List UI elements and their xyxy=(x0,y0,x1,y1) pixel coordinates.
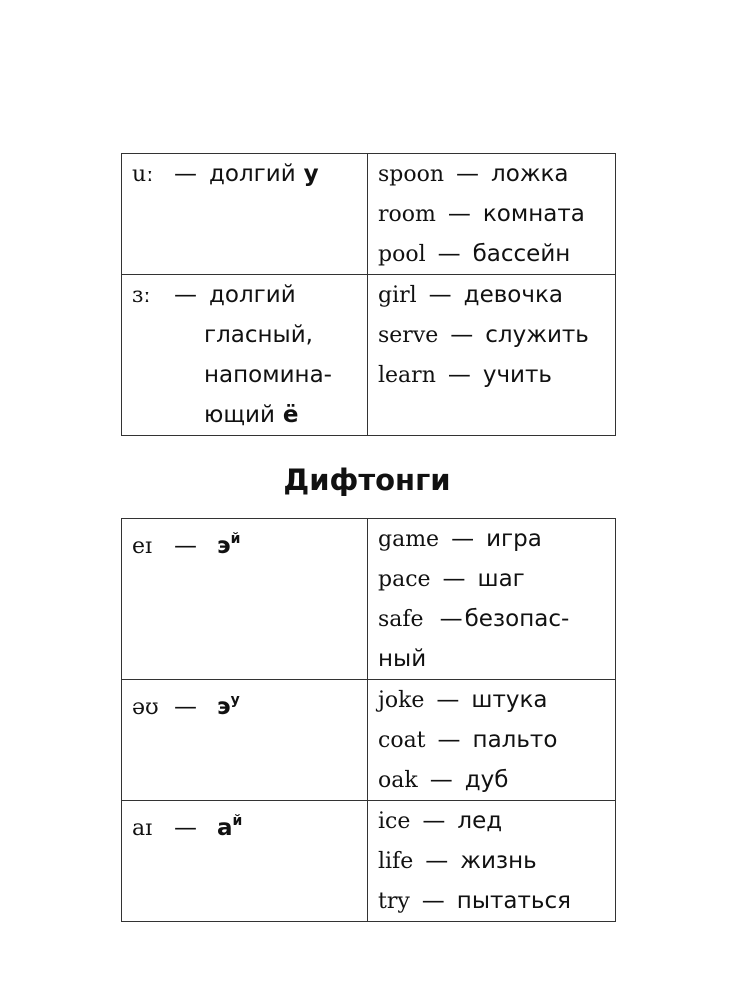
sound-cell xyxy=(122,801,368,922)
examples-cell xyxy=(368,154,616,275)
dash: — xyxy=(451,526,475,552)
example-line-continuation xyxy=(368,639,615,679)
example-line xyxy=(368,680,615,720)
example-translation: служить xyxy=(485,322,589,348)
dash: — xyxy=(439,606,463,632)
example-word: room xyxy=(378,202,436,227)
dash: — xyxy=(447,362,471,388)
sound-description: напомина- xyxy=(204,362,332,388)
dash: — xyxy=(442,566,466,592)
dash: — xyxy=(174,694,197,720)
section-title: Дифтонги xyxy=(283,463,451,497)
example-word: joke xyxy=(378,688,425,713)
sound-letter: ё xyxy=(282,402,299,428)
example-line xyxy=(368,760,615,800)
dash: — xyxy=(174,815,197,841)
example-word: pool xyxy=(378,242,426,267)
examples-cell xyxy=(368,801,616,922)
example-translation: комната xyxy=(482,201,585,227)
sound-cell xyxy=(122,275,368,436)
table-row xyxy=(122,519,616,680)
table-row xyxy=(122,154,616,275)
example-line xyxy=(368,841,615,881)
example-translation: ложка xyxy=(491,161,569,187)
example-translation: бассейн xyxy=(472,241,571,267)
example-word: girl xyxy=(378,283,417,308)
example-word: learn xyxy=(378,363,436,388)
sound-cell xyxy=(122,154,368,275)
example-translation: шаг xyxy=(477,566,525,592)
dash: — xyxy=(456,161,480,187)
sound-letter: у xyxy=(303,161,319,187)
sound-superscript: й xyxy=(230,531,241,547)
example-word: game xyxy=(378,527,440,552)
example-word: safe xyxy=(378,607,424,632)
example-translation: дуб xyxy=(464,767,509,793)
dash: — xyxy=(437,727,461,753)
table-row xyxy=(122,801,616,922)
diphthongs-table xyxy=(121,518,616,922)
example-translation: безопас- xyxy=(464,606,570,632)
example-translation-continuation: ный xyxy=(378,646,427,672)
example-translation: пальто xyxy=(472,727,558,753)
example-word: oak xyxy=(378,768,418,793)
sound-letter: $э^й$ xyxy=(217,531,241,559)
sound-description: гласный, xyxy=(204,322,313,348)
table-row xyxy=(122,275,616,436)
example-translation: девочка xyxy=(463,282,563,308)
example-translation: лед xyxy=(457,808,503,834)
example-word: try xyxy=(378,889,410,914)
dash: — xyxy=(450,322,474,348)
sound-description: ющий xyxy=(204,402,275,428)
sound-cell xyxy=(122,519,368,680)
example-line xyxy=(368,801,615,841)
example-word: spoon xyxy=(378,162,445,187)
dash: — xyxy=(437,241,461,267)
dash: — xyxy=(425,848,449,874)
example-translation: пытаться xyxy=(456,888,571,914)
example-line xyxy=(368,355,615,395)
ipa-symbol: əʊ xyxy=(132,695,159,720)
dash: — xyxy=(174,282,197,308)
dash: — xyxy=(174,161,197,187)
example-line xyxy=(368,599,615,639)
dash: — xyxy=(422,808,446,834)
dash: — xyxy=(447,201,471,227)
ipa-symbol: eɪ xyxy=(132,534,153,559)
example-translation: штука xyxy=(471,687,548,713)
example-word: ice xyxy=(378,809,411,834)
example-word: pace xyxy=(378,567,431,592)
examples-cell xyxy=(368,275,616,436)
sound-cell xyxy=(122,680,368,801)
sound-description: долгий xyxy=(209,282,296,308)
example-word: life xyxy=(378,849,414,874)
dash: — xyxy=(436,687,460,713)
example-line xyxy=(368,559,615,599)
example-line xyxy=(368,234,615,274)
examples-cell xyxy=(368,680,616,801)
example-line xyxy=(368,194,615,234)
example-line xyxy=(368,315,615,355)
dash: — xyxy=(174,533,197,559)
example-line xyxy=(368,881,615,921)
dash: — xyxy=(429,767,453,793)
sound-description: долгий xyxy=(209,161,296,187)
example-translation: игра xyxy=(486,526,542,552)
dash: — xyxy=(428,282,452,308)
example-line xyxy=(368,154,615,194)
sound-letter: $э^у$ xyxy=(217,692,240,720)
example-line xyxy=(368,519,615,559)
dash: — xyxy=(421,888,445,914)
table-row xyxy=(122,680,616,801)
example-word: serve xyxy=(378,323,439,348)
example-translation: учить xyxy=(482,362,552,388)
sound-superscript: й xyxy=(232,813,243,829)
ipa-symbol: ɜː xyxy=(132,283,151,308)
example-translation: жизнь xyxy=(460,848,537,874)
ipa-symbol: aɪ xyxy=(132,816,153,841)
ipa-symbol: uː xyxy=(132,162,154,187)
example-word: coat xyxy=(378,728,426,753)
example-line xyxy=(368,720,615,760)
examples-cell xyxy=(368,519,616,680)
sound-superscript: у xyxy=(230,692,240,708)
sound-letter: $а^й$ xyxy=(217,813,243,841)
example-line xyxy=(368,275,615,315)
long-vowels-table xyxy=(121,153,616,436)
